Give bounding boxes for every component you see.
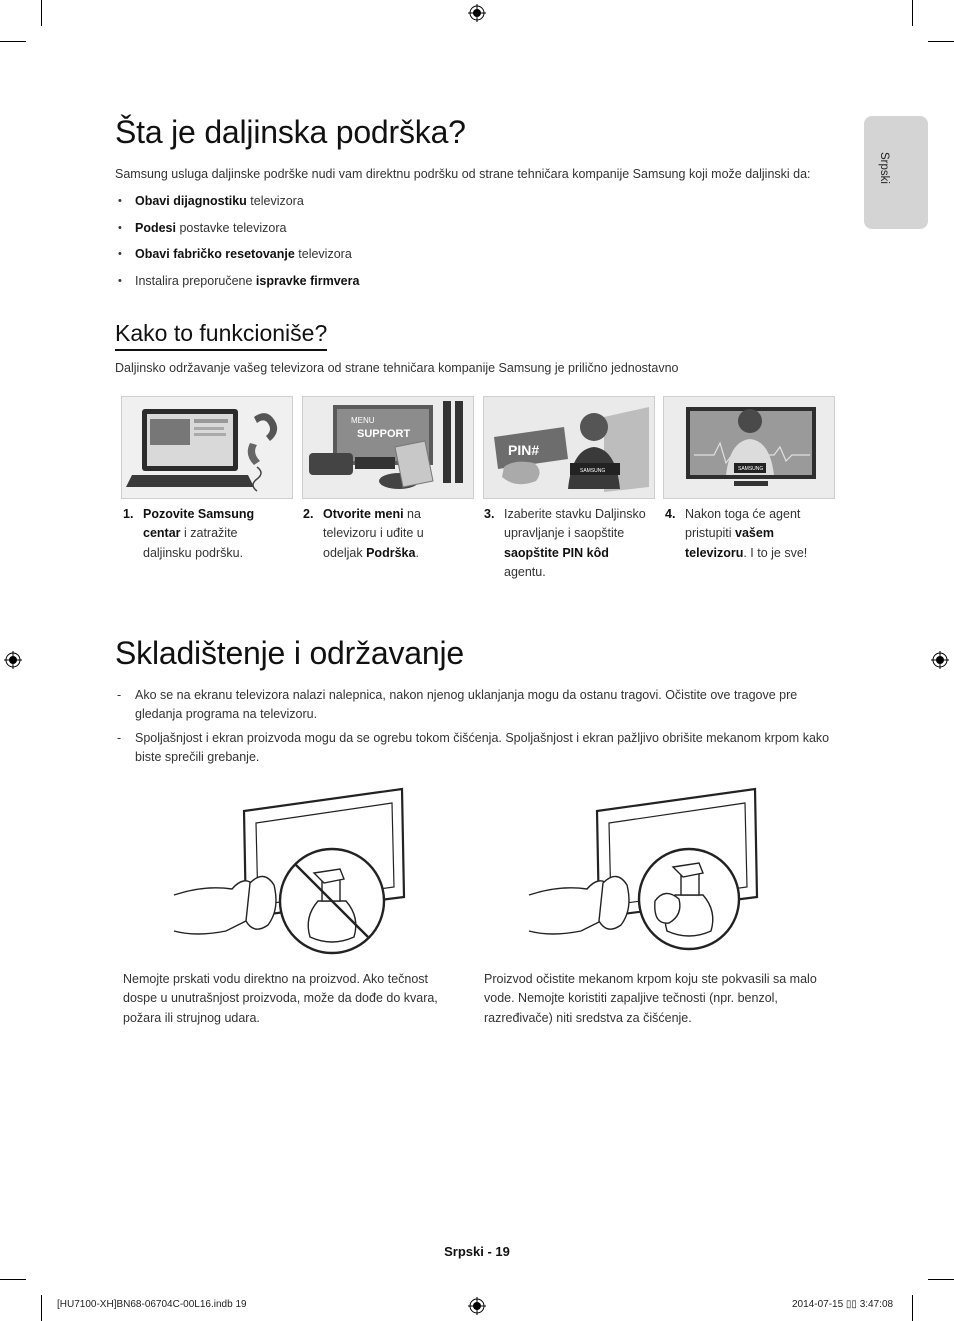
caption-no-spray: Nemojte prskati vodu direktno na proizvod. Ako tečnost dospe u unutrašnjost proizvoda, može da dođe do kvara, požara ili strujnog udara. [123,972,438,1025]
registration-mark-icon [931,651,949,669]
brand-label: SAMSUNG [580,468,606,474]
support-label: SUPPORT [357,428,411,440]
brand-label: SAMSUNG [738,466,764,472]
crop-mark [41,1295,42,1321]
section-title-storage-maintenance: Skladištenje i održavanje [115,635,464,671]
language-side-tab [864,116,928,229]
menu-label: MENU [351,416,375,425]
step-1: 1. Pozovite Samsung centar i zatražite daljinsku podršku. [123,507,255,560]
step-2-illustration [302,396,474,499]
list-item: - Spoljašnjost i ekran proizvoda mogu da se ogrebu tokom čišćenja. Spoljašnjost i ekran pažljivo obrišite mekanom krpom kako biste sprečili grebanje. [115,729,840,767]
list-item: • Podesi postavke televizora [115,219,815,238]
crop-mark [0,41,26,42]
registration-mark-icon [4,651,22,669]
crop-mark [41,0,42,26]
crop-mark [0,1279,26,1280]
page-number: Srpski - 19 [444,1244,510,1259]
crop-mark [928,41,954,42]
list-item: • Obavi dijagnostiku televizora [115,192,815,211]
remote-support-list [115,192,815,298]
no-spray-illustration [170,785,410,955]
crop-mark [928,1279,954,1280]
step-2: 2. Otvorite meni na televizoru i uđite u odeljak Podrška. [303,507,424,560]
registration-mark-icon [468,1297,486,1315]
crop-mark [912,0,913,26]
how-it-works-intro: Daljinsko održavanje vašeg televizora od strane tehničara kompanije Samsung je prilično jednostavno [115,361,679,375]
crop-mark [912,1295,913,1321]
side-tab-label: Srpski [878,152,890,184]
step-3: 3. Izaberite stavku Daljinsko upravljanje i saopštite saopštite PIN kôd agentu. [484,507,646,579]
file-slug: [HU7100-XH]BN68-06704C-00L16.indb 19 [57,1299,247,1310]
section-title-how-it-works: Kako to funkcioniše? [115,320,327,351]
pin-label: PIN# [508,442,540,458]
maintenance-list [115,686,840,772]
registration-mark-icon [468,4,486,22]
list-item: • Obavi fabričko resetovanje televizora [115,245,815,264]
date-slug: 2014-07-15 ▯▯ 3:47:08 [792,1299,894,1310]
step-4: 4. Nakon toga će agent pristupiti vašem televizoru. I to je sve! [665,507,808,560]
caption-soft-cloth: Proizvod očistite mekanom krpom koju ste pokvasili sa malo vode. Nemojte koristiti zapaljive tečnosti (npr. benzol, razređivače) niti sredstva za čišćenje. [484,972,817,1025]
subsection-title-wrap [115,320,327,351]
list-item: • Instalira preporučene ispravke firmvera [115,272,815,291]
step-1-illustration [121,396,293,499]
soft-cloth-illustration [525,785,765,955]
section-title-remote-support: Šta je daljinska podrška? [115,114,466,150]
step-4-illustration [663,396,835,499]
list-item: - Ako se na ekranu televizora nalazi nalepnica, nakon njenog uklanjanja mogu da ostanu tragovi. Očistite ove tragove pre gledanja programa na televizoru. [115,686,840,724]
remote-support-intro: Samsung usluga daljinske podrške nudi vam direktnu podršku od strane tehničara kompanije Samsung koji može daljinski da: [115,167,811,181]
step-3-illustration [483,396,655,499]
